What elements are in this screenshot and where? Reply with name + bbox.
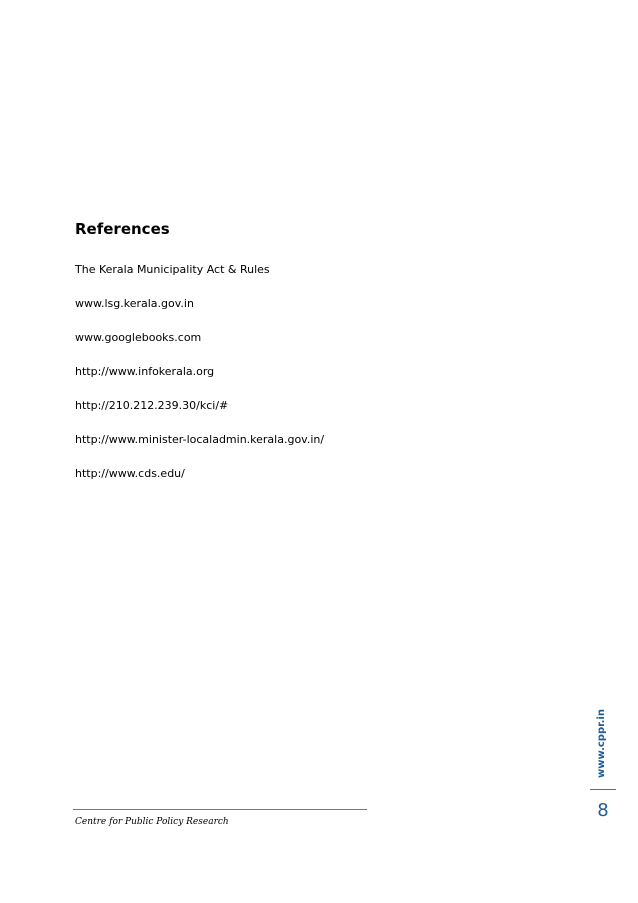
reference-item: www.googlebooks.com <box>75 331 202 344</box>
reference-item: http://www.cds.edu/ <box>75 467 185 480</box>
reference-item: The Kerala Municipality Act & Rules <box>75 263 270 276</box>
page-number: 8 <box>597 800 609 821</box>
footer-organization: Centre for Public Policy Research <box>75 817 229 827</box>
side-website-text: www.cppr.in <box>595 708 607 778</box>
reference-list <box>75 262 324 500</box>
reference-item: http://www.minister-localadmin.kerala.gov.in/ <box>75 433 325 446</box>
footer-divider <box>73 809 367 810</box>
section-heading: References <box>75 220 170 238</box>
side-website-label <box>593 702 609 784</box>
reference-item: http://www.infokerala.org <box>75 365 215 378</box>
reference-item: http://210.212.239.30/kci/# <box>75 399 229 412</box>
page-number-divider <box>590 789 616 790</box>
reference-item: www.lsg.kerala.gov.in <box>75 297 194 310</box>
